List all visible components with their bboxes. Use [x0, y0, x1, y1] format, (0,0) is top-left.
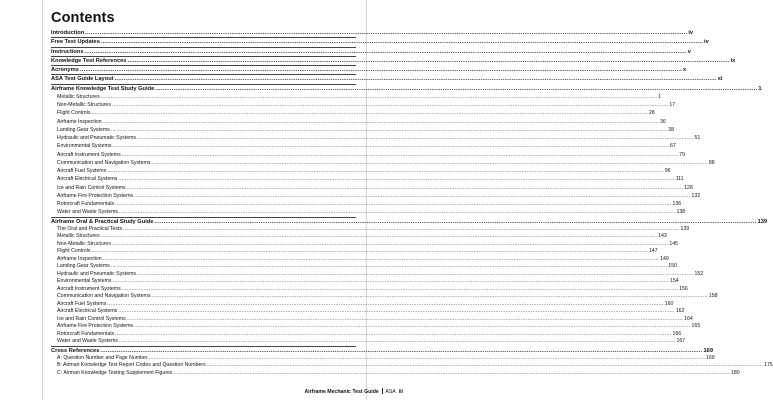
- toc-item-page: 1: [658, 93, 661, 100]
- toc-entry: [51, 57, 736, 66]
- toc-entry-page: x: [682, 67, 687, 73]
- dot-leader: [127, 184, 683, 192]
- toc-item-label: Rotorcraft Fundamentals: [57, 330, 115, 337]
- dot-leader: [122, 286, 678, 294]
- dot-leader: [174, 370, 730, 377]
- dot-leader: [113, 278, 669, 286]
- page-footer: [243, 388, 403, 395]
- toc-item-label: Rotorcraft Fundamentals: [57, 201, 115, 207]
- toc-section-label: Airframe Knowledge Test Study Guide: [51, 85, 155, 92]
- toc-item[interactable]: [51, 167, 671, 175]
- toc-item-label: Ice and Rain Control Systems: [57, 315, 126, 322]
- toc-section-oral-practical-study-guide: [51, 218, 768, 347]
- toc-section-cross-references: [51, 347, 773, 377]
- toc-item-label: Flight Controls: [57, 248, 91, 255]
- toc-item[interactable]: [51, 184, 693, 192]
- toc-item-page: 36: [660, 118, 666, 125]
- footer-publisher: ASA: [385, 389, 396, 395]
- toc-item[interactable]: [51, 192, 701, 200]
- table-of-contents: [51, 29, 773, 377]
- toc-item[interactable]: [51, 278, 679, 286]
- toc-item[interactable]: [51, 151, 685, 159]
- toc-entry-knowledge-test-references[interactable]: [51, 57, 736, 65]
- toc-section-knowledge-study-guide: [51, 85, 762, 218]
- toc-item[interactable]: [51, 126, 674, 134]
- dot-leader: [113, 142, 669, 150]
- toc-item[interactable]: [51, 93, 661, 101]
- toc-item-label: Aircraft Electrical Systems: [57, 308, 118, 315]
- toc-entry-instructions[interactable]: [51, 48, 691, 56]
- toc-entry-page: v: [687, 48, 691, 55]
- dot-leader: [134, 192, 690, 200]
- toc-item-page: 38: [668, 126, 674, 133]
- dot-leader: [149, 355, 705, 362]
- toc-item[interactable]: [51, 362, 773, 369]
- toc-item-page: 139: [680, 225, 690, 232]
- toc-item-label: A: Question Number and Page Number: [57, 355, 148, 361]
- toc-item[interactable]: [51, 338, 686, 346]
- toc-item-page: 164: [684, 315, 693, 322]
- toc-entry-free-test-updates[interactable]: [51, 38, 709, 46]
- toc-item-label: Airframe Fire Protection Systems: [57, 192, 134, 199]
- toc-item-page: 111: [675, 176, 684, 183]
- toc-item-label: Metallic Structures: [57, 93, 100, 100]
- dot-leader: [85, 29, 687, 37]
- toc-item-label: Landing Gear Systems: [57, 126, 110, 133]
- dot-leader: [134, 323, 690, 331]
- toc-section-label: Airframe Oral & Practical Study Guide: [51, 218, 154, 225]
- toc-item-page: 138: [676, 209, 686, 216]
- toc-item-page: 167: [676, 338, 686, 345]
- toc-item-page: 79: [679, 151, 685, 158]
- toc-item-label: Airframe Inspection: [57, 255, 102, 262]
- toc-entry-label: ASA Test Guide Layout: [51, 76, 114, 83]
- toc-item-label: C: Airman Knowledge Testing Supplement Figures: [57, 369, 173, 376]
- toc-item[interactable]: [51, 200, 682, 208]
- toc-item-label: B: Airman Knowledge Test Report Codes and Question Numbers: [57, 362, 206, 369]
- toc-item-page: 169: [705, 355, 715, 361]
- toc-item-page: 96: [664, 168, 671, 174]
- toc-item[interactable]: [51, 159, 715, 167]
- toc-entry-label: Knowledge Test References: [51, 57, 127, 64]
- toc-item[interactable]: [51, 315, 693, 324]
- toc-item[interactable]: [51, 293, 718, 301]
- dot-leader: [154, 218, 756, 226]
- dot-leader: [151, 293, 707, 301]
- toc-entry: [51, 29, 694, 38]
- toc-item-label: Hydraulic and Pneumatic Systems: [57, 135, 136, 141]
- dot-leader: [101, 93, 657, 101]
- toc-item[interactable]: [51, 369, 740, 377]
- toc-item-page: 158: [708, 293, 718, 300]
- toc-item[interactable]: [51, 330, 682, 339]
- footer-page-number: iii: [398, 389, 403, 395]
- dot-leader: [101, 38, 703, 46]
- toc-entry: [51, 66, 687, 75]
- toc-item-label: Environmental Systems: [57, 143, 112, 150]
- dot-leader: [103, 118, 659, 126]
- dot-leader: [127, 316, 683, 324]
- toc-item-page: 152: [694, 270, 704, 277]
- toc-section-page: 139: [757, 218, 768, 225]
- dot-leader: [115, 200, 671, 208]
- toc-section-label: Cross References: [51, 347, 100, 354]
- toc-item-page: 150: [668, 263, 677, 270]
- toc-item-label: Communication and Navigation Systems: [57, 159, 151, 166]
- toc-item[interactable]: [51, 240, 679, 249]
- dot-leader: [151, 159, 707, 167]
- dot-leader: [107, 167, 663, 175]
- toc-item[interactable]: [51, 109, 655, 117]
- toc-entry-introduction[interactable]: [51, 29, 694, 37]
- toc-item-page: 175: [764, 362, 773, 369]
- toc-item-page: 67: [669, 143, 676, 150]
- toc-item[interactable]: [51, 263, 677, 271]
- toc-item-label: Aircraft Instrument Systems: [57, 151, 121, 158]
- toc-item[interactable]: [51, 118, 666, 126]
- toc-item-page: 28: [648, 110, 655, 117]
- toc-entry-page: ix: [730, 57, 736, 64]
- toc-item-page: 145: [669, 240, 679, 247]
- toc-item-label: Communication and Navigation Systems: [57, 293, 151, 300]
- toc-entry-label: Acronyms: [51, 67, 79, 73]
- toc-item-label: Airframe Fire Protection Systems: [57, 323, 134, 330]
- toc-item-label: The Oral and Practical Tests: [57, 225, 123, 232]
- dot-leader: [115, 75, 717, 83]
- toc-entry-label: Free Test Updates: [51, 39, 100, 46]
- toc-entry: [51, 38, 709, 47]
- toc-item[interactable]: [51, 142, 676, 150]
- toc-item-label: Metallic Structures: [57, 233, 100, 240]
- dot-leader: [118, 175, 674, 183]
- toc-item[interactable]: [51, 134, 701, 142]
- toc-item-page: 180: [730, 369, 740, 376]
- toc-item[interactable]: [51, 225, 690, 234]
- toc-item-label: Aircraft Fuel Systems: [57, 168, 107, 174]
- dot-leader: [137, 271, 693, 279]
- toc-entry-page: iv: [704, 39, 709, 46]
- toc-item[interactable]: [51, 101, 676, 109]
- toc-entry-test-guide-layout[interactable]: [51, 75, 723, 83]
- toc-item[interactable]: [51, 175, 684, 183]
- dot-leader: [100, 347, 702, 355]
- toc-item-label: Non-Metallic Structures: [57, 102, 111, 108]
- toc-item[interactable]: [51, 308, 685, 316]
- toc-item-label: Water and Waste Systems: [57, 338, 119, 345]
- toc-item-page: 143: [658, 233, 667, 240]
- toc-item[interactable]: [51, 248, 658, 256]
- toc-section-heading[interactable]: [51, 347, 714, 355]
- toc-section-page: 1: [758, 85, 762, 92]
- footer-separator: [382, 388, 383, 394]
- toc-item-label: Ice and Rain Control Systems: [57, 184, 126, 191]
- dot-leader: [123, 226, 679, 234]
- dot-leader: [107, 301, 663, 309]
- toc-item-label: Non-Metallic Structures: [57, 240, 111, 247]
- toc-item-page: 147: [648, 248, 658, 255]
- footer-book-title: Airframe Mechanic Test Guide: [304, 389, 379, 395]
- page-title: Contents: [51, 10, 115, 26]
- toc-item[interactable]: [51, 300, 674, 309]
- toc-item[interactable]: [51, 208, 686, 216]
- dot-leader: [119, 338, 675, 346]
- toc-entry-acronyms[interactable]: [51, 66, 687, 74]
- dot-leader: [137, 134, 693, 142]
- toc-entry-label: Introduction: [51, 30, 85, 36]
- toc-item[interactable]: [51, 255, 669, 264]
- toc-item-label: Aircraft Instrument Systems: [57, 285, 121, 292]
- toc-item-page: 149: [660, 255, 669, 262]
- dot-leader: [111, 263, 667, 271]
- toc-item-label: Aircraft Electrical Systems: [57, 176, 118, 183]
- dot-leader: [112, 101, 668, 109]
- dot-leader: [155, 85, 757, 93]
- toc-item[interactable]: [51, 270, 704, 279]
- dot-leader: [91, 248, 647, 256]
- dot-leader: [103, 256, 659, 264]
- toc-section-page: 169: [703, 347, 714, 354]
- dot-leader: [101, 233, 657, 241]
- toc-item-label: Water and Waste Systems: [57, 209, 119, 216]
- toc-item-label: Environmental Systems: [57, 278, 112, 285]
- dot-leader: [127, 57, 729, 65]
- toc-entry: [51, 48, 691, 57]
- dot-leader: [111, 126, 667, 134]
- toc-item-label: Landing Gear Systems: [57, 263, 110, 270]
- dot-leader: [112, 241, 668, 249]
- toc-item[interactable]: [51, 233, 667, 241]
- toc-item-page: 160: [664, 300, 674, 307]
- toc-entry-label: Instructions: [51, 48, 84, 55]
- dot-leader: [118, 308, 674, 316]
- toc-item-label: Aircraft Fuel Systems: [57, 300, 107, 307]
- toc-item-label: Hydraulic and Pneumatic Systems: [57, 270, 136, 277]
- dot-leader: [207, 362, 763, 369]
- dot-leader: [122, 151, 678, 159]
- toc-item-page: 88: [708, 159, 715, 166]
- toc-item-page: 51: [694, 135, 701, 141]
- toc-entry-page: xi: [717, 76, 723, 83]
- toc-item-page: 132: [691, 192, 701, 199]
- toc-item-page: 165: [691, 323, 701, 330]
- toc-item-page: 17: [669, 102, 676, 108]
- toc-entry: [51, 75, 723, 84]
- toc-entry-page: iv: [688, 30, 694, 36]
- toc-item[interactable]: [51, 323, 701, 331]
- dot-leader: [85, 48, 687, 56]
- document-page: [42, 0, 773, 400]
- toc-item[interactable]: [51, 355, 715, 362]
- dot-leader: [119, 208, 675, 216]
- dot-leader: [91, 109, 647, 117]
- toc-item[interactable]: [51, 285, 688, 294]
- toc-item-page: 128: [684, 184, 693, 191]
- dot-leader: [115, 331, 671, 339]
- toc-item-page: 136: [672, 201, 682, 207]
- dot-leader: [80, 66, 682, 74]
- toc-item-page: 162: [675, 308, 685, 315]
- toc-item-page: 156: [679, 285, 688, 292]
- toc-section-heading[interactable]: [51, 218, 768, 226]
- toc-item-label: Airframe Inspection: [57, 118, 102, 125]
- toc-item-label: Flight Controls: [57, 110, 91, 117]
- toc-item-page: 166: [672, 330, 682, 337]
- toc-section-heading[interactable]: [51, 85, 762, 93]
- toc-item-page: 154: [669, 278, 679, 285]
